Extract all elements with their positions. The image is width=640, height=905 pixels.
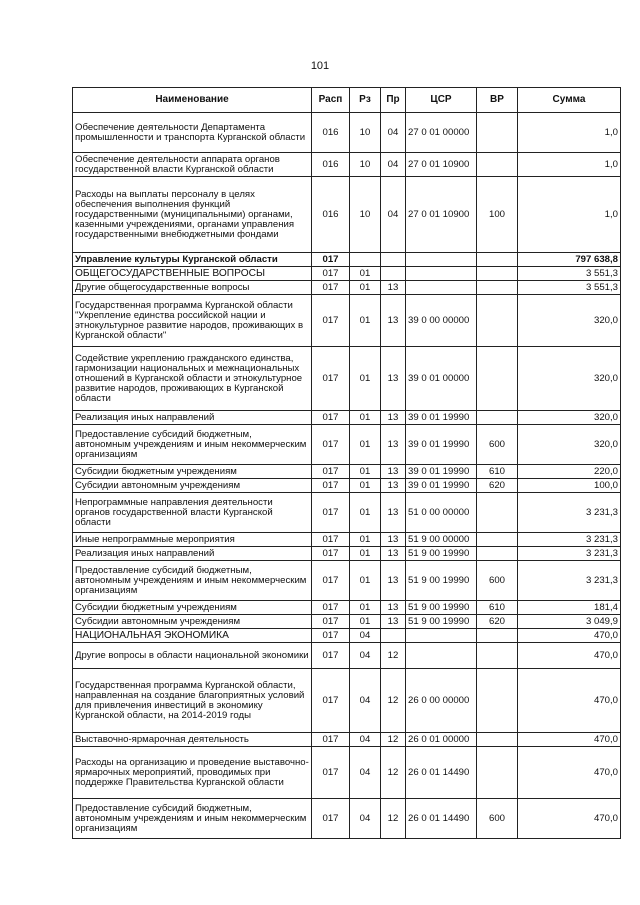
table-row bbox=[73, 629, 621, 643]
row-vr-cell bbox=[477, 153, 518, 177]
header-sum: Сумма bbox=[518, 88, 621, 113]
row-rz-cell: 01 bbox=[350, 347, 381, 411]
row-name-cell: Государственная программа Курганской области "Укрепление единства российской нации и этнокультурное развитие народов, проживающих в Курганской области" bbox=[73, 295, 312, 347]
row-name-cell: ОБЩЕГОСУДАРСТВЕННЫЕ ВОПРОСЫ bbox=[73, 267, 312, 281]
header-rz: Рз bbox=[350, 88, 381, 113]
row-csr-cell bbox=[406, 267, 477, 281]
table-row bbox=[73, 113, 621, 153]
row-rz-cell bbox=[350, 253, 381, 267]
row-csr-cell: 26 0 00 00000 bbox=[406, 669, 477, 733]
row-vr-cell: 100 bbox=[477, 177, 518, 253]
row-csr-cell: 39 0 01 19990 bbox=[406, 425, 477, 465]
row-rasp-cell: 016 bbox=[312, 177, 350, 253]
row-sum-cell: 470,0 bbox=[518, 629, 621, 643]
row-rasp-cell: 017 bbox=[312, 799, 350, 839]
row-csr-cell: 51 9 00 19990 bbox=[406, 547, 477, 561]
page-number: 101 bbox=[310, 60, 330, 72]
row-csr-cell: 27 0 01 10900 bbox=[406, 153, 477, 177]
row-rasp-cell: 017 bbox=[312, 347, 350, 411]
row-rasp-cell: 016 bbox=[312, 153, 350, 177]
row-pr-cell: 12 bbox=[381, 747, 406, 799]
header-rasp: Расп bbox=[312, 88, 350, 113]
row-rasp-cell: 017 bbox=[312, 533, 350, 547]
row-vr-cell: 610 bbox=[477, 465, 518, 479]
row-pr-cell: 13 bbox=[381, 425, 406, 465]
row-pr-cell: 13 bbox=[381, 479, 406, 493]
row-vr-cell bbox=[477, 533, 518, 547]
row-sum-cell: 1,0 bbox=[518, 177, 621, 253]
row-rz-cell: 01 bbox=[350, 295, 381, 347]
row-rasp-cell: 017 bbox=[312, 561, 350, 601]
table-row bbox=[73, 267, 621, 281]
row-rz-cell: 10 bbox=[350, 177, 381, 253]
header-vr: ВР bbox=[477, 88, 518, 113]
row-vr-cell bbox=[477, 281, 518, 295]
row-rasp-cell: 017 bbox=[312, 643, 350, 669]
row-rasp-cell: 017 bbox=[312, 479, 350, 493]
header-name: Наименование bbox=[73, 88, 312, 113]
row-name-cell: Обеспечение деятельности Департамента промышленности и транспорта Курганской области bbox=[73, 113, 312, 153]
table-row bbox=[73, 153, 621, 177]
row-csr-cell: 39 0 01 19990 bbox=[406, 411, 477, 425]
row-vr-cell: 620 bbox=[477, 615, 518, 629]
row-csr-cell: 26 0 01 14490 bbox=[406, 799, 477, 839]
row-name-cell: Обеспечение деятельности аппарата органов государственной власти Курганской области bbox=[73, 153, 312, 177]
row-name-cell: Субсидии автономным учреждениям bbox=[73, 479, 312, 493]
row-name-cell: Предоставление субсидий бюджетным, автономным учреждениям и иным некоммерческим организациям bbox=[73, 799, 312, 839]
table-row bbox=[73, 281, 621, 295]
table-row bbox=[73, 601, 621, 615]
row-pr-cell: 12 bbox=[381, 733, 406, 747]
row-pr-cell: 04 bbox=[381, 113, 406, 153]
row-rz-cell: 01 bbox=[350, 533, 381, 547]
row-sum-cell: 470,0 bbox=[518, 669, 621, 733]
row-name-cell: Расходы на выплаты персоналу в целях обеспечения выполнения функций государственными (муниципальными) органами, казенными учреждениями, органами управления государственными внебюджетными фондами bbox=[73, 177, 312, 253]
table-header-row bbox=[73, 88, 621, 113]
table-row bbox=[73, 177, 621, 253]
row-csr-cell: 51 9 00 19990 bbox=[406, 601, 477, 615]
table-row bbox=[73, 747, 621, 799]
row-sum-cell: 470,0 bbox=[518, 733, 621, 747]
row-pr-cell: 13 bbox=[381, 533, 406, 547]
row-name-cell: Другие общегосударственные вопросы bbox=[73, 281, 312, 295]
row-csr-cell: 51 9 00 19990 bbox=[406, 615, 477, 629]
row-csr-cell bbox=[406, 253, 477, 267]
row-vr-cell bbox=[477, 629, 518, 643]
row-name-cell: Государственная программа Курганской области, направленная на создание благоприятных условий для привлечения инвестиций в экономику Курганской области, на 2014-2019 годы bbox=[73, 669, 312, 733]
row-sum-cell: 1,0 bbox=[518, 153, 621, 177]
row-name-cell: Другие вопросы в области национальной экономики bbox=[73, 643, 312, 669]
row-sum-cell: 320,0 bbox=[518, 295, 621, 347]
row-rz-cell: 01 bbox=[350, 601, 381, 615]
header-pr: Пр bbox=[381, 88, 406, 113]
row-vr-cell bbox=[477, 493, 518, 533]
row-vr-cell bbox=[477, 113, 518, 153]
row-vr-cell: 600 bbox=[477, 425, 518, 465]
row-name-cell: Управление культуры Курганской области bbox=[73, 253, 312, 267]
table-row bbox=[73, 493, 621, 533]
row-rasp-cell: 017 bbox=[312, 253, 350, 267]
row-rz-cell: 04 bbox=[350, 799, 381, 839]
row-rz-cell: 10 bbox=[350, 113, 381, 153]
row-sum-cell: 320,0 bbox=[518, 347, 621, 411]
row-sum-cell: 470,0 bbox=[518, 643, 621, 669]
row-csr-cell: 51 9 00 19990 bbox=[406, 561, 477, 601]
row-vr-cell bbox=[477, 253, 518, 267]
table-row bbox=[73, 465, 621, 479]
row-rz-cell: 01 bbox=[350, 493, 381, 533]
row-rz-cell: 04 bbox=[350, 747, 381, 799]
row-pr-cell: 13 bbox=[381, 601, 406, 615]
row-rz-cell: 04 bbox=[350, 733, 381, 747]
row-vr-cell: 600 bbox=[477, 799, 518, 839]
row-rz-cell: 01 bbox=[350, 281, 381, 295]
row-name-cell: Предоставление субсидий бюджетным, автономным учреждениям и иным некоммерческим организациям bbox=[73, 561, 312, 601]
row-pr-cell: 13 bbox=[381, 493, 406, 533]
table-row bbox=[73, 561, 621, 601]
row-name-cell: Выставочно-ярмарочная деятельность bbox=[73, 733, 312, 747]
row-vr-cell bbox=[477, 295, 518, 347]
row-vr-cell bbox=[477, 643, 518, 669]
row-csr-cell: 26 0 01 14490 bbox=[406, 747, 477, 799]
row-rz-cell: 01 bbox=[350, 479, 381, 493]
row-rz-cell: 01 bbox=[350, 561, 381, 601]
row-vr-cell: 620 bbox=[477, 479, 518, 493]
budget-table bbox=[72, 87, 621, 839]
header-csr: ЦСР bbox=[406, 88, 477, 113]
row-name-cell: Субсидии автономным учреждениям bbox=[73, 615, 312, 629]
row-csr-cell bbox=[406, 629, 477, 643]
row-csr-cell bbox=[406, 281, 477, 295]
row-sum-cell: 797 638,8 bbox=[518, 253, 621, 267]
row-rz-cell: 01 bbox=[350, 615, 381, 629]
row-rasp-cell: 017 bbox=[312, 629, 350, 643]
row-rz-cell: 01 bbox=[350, 267, 381, 281]
row-pr-cell: 13 bbox=[381, 465, 406, 479]
row-name-cell: Реализация иных направлений bbox=[73, 411, 312, 425]
row-rz-cell: 01 bbox=[350, 465, 381, 479]
row-pr-cell: 13 bbox=[381, 281, 406, 295]
row-pr-cell: 04 bbox=[381, 177, 406, 253]
row-pr-cell: 13 bbox=[381, 295, 406, 347]
row-csr-cell: 39 0 01 00000 bbox=[406, 347, 477, 411]
row-csr-cell: 51 0 00 00000 bbox=[406, 493, 477, 533]
row-name-cell: Реализация иных направлений bbox=[73, 547, 312, 561]
row-rasp-cell: 017 bbox=[312, 615, 350, 629]
row-sum-cell: 3 551,3 bbox=[518, 281, 621, 295]
row-sum-cell: 220,0 bbox=[518, 465, 621, 479]
row-name-cell: Содействие укреплению гражданского единства, гармонизации национальных и межнациональных отношений в Курганской области и этнокультурное развитие народов, проживающих в Курганской области bbox=[73, 347, 312, 411]
row-pr-cell: 13 bbox=[381, 547, 406, 561]
row-vr-cell bbox=[477, 747, 518, 799]
row-pr-cell: 12 bbox=[381, 643, 406, 669]
row-sum-cell: 470,0 bbox=[518, 747, 621, 799]
table-row bbox=[73, 253, 621, 267]
row-csr-cell bbox=[406, 643, 477, 669]
row-pr-cell: 13 bbox=[381, 347, 406, 411]
row-pr-cell: 13 bbox=[381, 615, 406, 629]
row-rasp-cell: 017 bbox=[312, 493, 350, 533]
table-row bbox=[73, 295, 621, 347]
table-row bbox=[73, 533, 621, 547]
row-csr-cell: 27 0 01 10900 bbox=[406, 177, 477, 253]
row-vr-cell bbox=[477, 733, 518, 747]
row-sum-cell: 100,0 bbox=[518, 479, 621, 493]
row-pr-cell bbox=[381, 629, 406, 643]
table-row bbox=[73, 547, 621, 561]
table-row bbox=[73, 799, 621, 839]
row-name-cell: Субсидии бюджетным учреждениям bbox=[73, 601, 312, 615]
row-sum-cell: 3 231,3 bbox=[518, 561, 621, 601]
row-rasp-cell: 017 bbox=[312, 281, 350, 295]
row-sum-cell: 3 231,3 bbox=[518, 547, 621, 561]
row-pr-cell: 13 bbox=[381, 411, 406, 425]
row-rz-cell: 04 bbox=[350, 643, 381, 669]
row-vr-cell bbox=[477, 347, 518, 411]
row-csr-cell: 39 0 00 00000 bbox=[406, 295, 477, 347]
row-sum-cell: 3 231,3 bbox=[518, 533, 621, 547]
table-row bbox=[73, 733, 621, 747]
row-name-cell: Расходы на организацию и проведение выставочно-ярмарочных мероприятий, проводимых при поддержке Правительства Курганской области bbox=[73, 747, 312, 799]
table-body bbox=[73, 113, 621, 839]
row-rz-cell: 01 bbox=[350, 425, 381, 465]
row-rasp-cell: 017 bbox=[312, 601, 350, 615]
row-pr-cell: 12 bbox=[381, 799, 406, 839]
row-rasp-cell: 017 bbox=[312, 295, 350, 347]
row-rasp-cell: 017 bbox=[312, 747, 350, 799]
row-vr-cell bbox=[477, 669, 518, 733]
row-name-cell: Непрограммные направления деятельности органов государственной власти Курганской области bbox=[73, 493, 312, 533]
row-sum-cell: 181,4 bbox=[518, 601, 621, 615]
row-rasp-cell: 017 bbox=[312, 267, 350, 281]
row-rasp-cell: 017 bbox=[312, 411, 350, 425]
row-pr-cell: 12 bbox=[381, 669, 406, 733]
row-sum-cell: 320,0 bbox=[518, 425, 621, 465]
row-vr-cell bbox=[477, 547, 518, 561]
table-row bbox=[73, 643, 621, 669]
row-sum-cell: 3 049,9 bbox=[518, 615, 621, 629]
row-pr-cell bbox=[381, 253, 406, 267]
table-row bbox=[73, 411, 621, 425]
row-sum-cell: 470,0 bbox=[518, 799, 621, 839]
table-row bbox=[73, 347, 621, 411]
row-vr-cell bbox=[477, 411, 518, 425]
row-rasp-cell: 017 bbox=[312, 425, 350, 465]
row-rz-cell: 04 bbox=[350, 629, 381, 643]
row-vr-cell bbox=[477, 267, 518, 281]
row-rz-cell: 04 bbox=[350, 669, 381, 733]
table-row bbox=[73, 479, 621, 493]
row-rasp-cell: 017 bbox=[312, 465, 350, 479]
row-vr-cell: 610 bbox=[477, 601, 518, 615]
row-sum-cell: 1,0 bbox=[518, 113, 621, 153]
row-csr-cell: 26 0 01 00000 bbox=[406, 733, 477, 747]
row-pr-cell: 04 bbox=[381, 153, 406, 177]
row-rasp-cell: 017 bbox=[312, 733, 350, 747]
row-sum-cell: 320,0 bbox=[518, 411, 621, 425]
table-row bbox=[73, 615, 621, 629]
row-csr-cell: 51 9 00 00000 bbox=[406, 533, 477, 547]
row-name-cell: Субсидии бюджетным учреждениям bbox=[73, 465, 312, 479]
row-csr-cell: 39 0 01 19990 bbox=[406, 479, 477, 493]
row-rasp-cell: 016 bbox=[312, 113, 350, 153]
row-csr-cell: 39 0 01 19990 bbox=[406, 465, 477, 479]
row-pr-cell: 13 bbox=[381, 561, 406, 601]
row-name-cell: Предоставление субсидий бюджетным, автономным учреждениям и иным некоммерческим организациям bbox=[73, 425, 312, 465]
row-name-cell: Иные непрограммные мероприятия bbox=[73, 533, 312, 547]
row-rz-cell: 01 bbox=[350, 411, 381, 425]
row-name-cell: НАЦИОНАЛЬНАЯ ЭКОНОМИКА bbox=[73, 629, 312, 643]
row-rasp-cell: 017 bbox=[312, 547, 350, 561]
row-rz-cell: 10 bbox=[350, 153, 381, 177]
row-rz-cell: 01 bbox=[350, 547, 381, 561]
table-row bbox=[73, 669, 621, 733]
row-sum-cell: 3 231,3 bbox=[518, 493, 621, 533]
row-rasp-cell: 017 bbox=[312, 669, 350, 733]
row-vr-cell: 600 bbox=[477, 561, 518, 601]
row-csr-cell: 27 0 01 00000 bbox=[406, 113, 477, 153]
row-pr-cell bbox=[381, 267, 406, 281]
row-sum-cell: 3 551,3 bbox=[518, 267, 621, 281]
table-row bbox=[73, 425, 621, 465]
